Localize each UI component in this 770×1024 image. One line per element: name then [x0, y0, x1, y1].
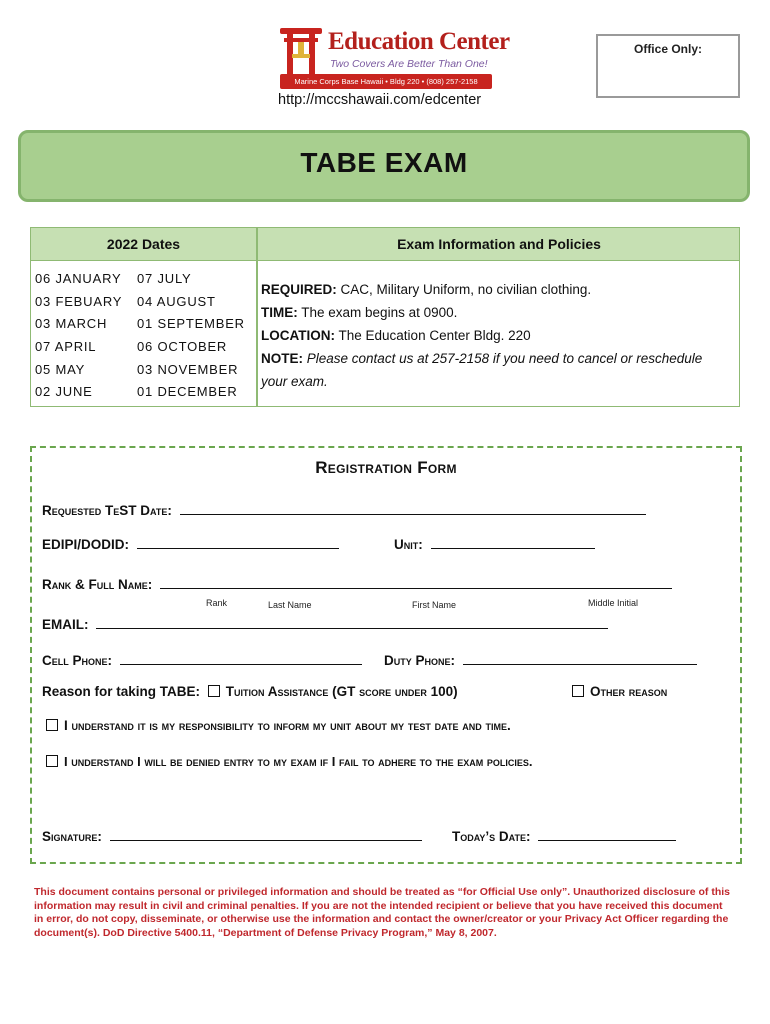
title-banner — [18, 130, 750, 202]
cell-phone-field[interactable] — [120, 650, 362, 665]
acknowledgement-1-text: I understand it is my responsibility to inform my unit about my test date and time. — [64, 718, 511, 733]
dates-header: 2022 Dates — [106, 236, 181, 252]
other-reason-row — [568, 684, 667, 699]
reason-row — [42, 684, 458, 699]
note-text: Please contact us at 257-2158 if you need to cancel or reschedule your exam. — [261, 351, 703, 389]
location-text: The Education Center Bldg. 220 — [338, 328, 531, 343]
acknowledgement-2-row — [42, 754, 532, 769]
reason-label: Reason for taking TABE: — [42, 684, 201, 699]
education-center-logo — [278, 22, 510, 114]
email-label: EMAIL: — [42, 617, 89, 632]
time-line — [261, 301, 731, 324]
date-item: 06 JANUARY — [35, 271, 122, 286]
duty-phone-field[interactable] — [463, 650, 697, 665]
sublabel-rank: Rank — [206, 598, 228, 608]
note-label: NOTE: — [261, 351, 303, 366]
required-line — [261, 278, 731, 301]
acknowledgement-1-checkbox[interactable] — [46, 719, 58, 731]
required-text: CAC, Military Uniform, no civilian clothing. — [340, 282, 592, 297]
requested-date-row — [42, 500, 646, 518]
acknowledgement-2-text: I understand I will be denied entry to my exam if I fail to adhere to the exam policies. — [64, 754, 533, 769]
policy-text — [261, 278, 731, 393]
location-line — [261, 324, 731, 347]
cell-phone-label: Cell Phone: — [42, 653, 113, 668]
edipi-row — [42, 534, 339, 552]
rank-name-row — [42, 574, 672, 592]
cell-phone-row — [42, 650, 362, 668]
todays-date-label: Today’s Date: — [452, 829, 531, 844]
dates-column-left — [35, 268, 122, 404]
edipi-label: EDIPI/DODID: — [42, 537, 130, 552]
page-title: TABE EXAM — [300, 147, 468, 178]
location-label: LOCATION: — [261, 328, 335, 343]
rank-name-label: Rank & Full Name: — [42, 577, 153, 592]
signature-field[interactable] — [110, 826, 422, 841]
date-item: 06 OCTOBER — [137, 339, 228, 355]
policies-header: Exam Information and Policies — [397, 236, 601, 252]
office-only-box — [596, 34, 740, 98]
other-reason-label: Other reason — [590, 684, 668, 699]
date-item: 03 FEBUARY — [35, 293, 123, 309]
privacy-disclaimer: This document contains personal or privileged information and should be treated as “for Official Use only”. Unauthorized disclosure of this information may result in civil and criminal penalties. If you are not the intended recipient or believe that you have received this document in error, do not copy, disseminate, or otherwise use the information and contact the owner/creator or your Privacy Act Officer regarding the document(s). DoD Directive 5400.11, “Department of Defense Privacy Program,” May 8, 2007. — [34, 886, 731, 939]
sublabel-last-name: Last Name — [268, 600, 312, 610]
requested-date-label: Requested TeST Date: — [42, 503, 172, 518]
logo-address-bar: Marine Corps Base Hawaii • Bldg 220 • (808) 257-2158 — [280, 74, 492, 89]
sublabel-first-name: First Name — [412, 600, 457, 610]
date-item: 02 JUNE — [35, 384, 93, 400]
date-item: 01 DECEMBER — [137, 384, 238, 400]
unit-field[interactable] — [431, 534, 595, 549]
sublabel-middle-initial: Middle Initial — [588, 598, 639, 608]
signature-label: Signature: — [42, 829, 102, 844]
time-text: The exam begins at 0900. — [301, 305, 458, 320]
duty-phone-label: Duty Phone: — [384, 653, 456, 668]
date-item: 07 APRIL — [35, 339, 97, 355]
signature-row — [42, 826, 422, 844]
note-line — [261, 347, 731, 393]
registration-form — [30, 446, 742, 864]
exam-info-table — [30, 227, 740, 407]
rank-name-field[interactable] — [160, 574, 672, 589]
tuition-assistance-label: Tuition Assistance (GT score under 100) — [225, 684, 458, 699]
date-item: 05 MAY — [35, 361, 86, 377]
unit-label: Unit: — [394, 537, 423, 552]
edipi-field[interactable] — [137, 534, 339, 549]
acknowledgement-1-row — [42, 718, 511, 733]
duty-phone-row — [384, 650, 697, 668]
acknowledgement-2-checkbox[interactable] — [46, 755, 58, 767]
torii-gate-icon — [278, 24, 324, 80]
logo-tagline: Two Covers Are Better Than One! — [330, 58, 488, 70]
website-url: http://mccshawaii.com/edcenter — [278, 92, 482, 108]
info-table-divider — [256, 228, 258, 406]
email-row — [42, 614, 608, 632]
time-label: TIME: — [261, 305, 298, 320]
date-item: 01 SEPTEMBER — [137, 316, 245, 332]
required-label: REQUIRED: — [261, 282, 337, 297]
date-item: 04 AUGUST — [137, 293, 216, 309]
date-item: 03 NOVEMBER — [137, 361, 239, 377]
tuition-assistance-checkbox[interactable] — [208, 685, 220, 697]
logo-title: Education Center — [328, 28, 510, 55]
todays-date-row — [452, 826, 676, 844]
dates-column-right — [137, 268, 245, 404]
requested-date-field[interactable] — [180, 500, 646, 515]
form-title: Registration Form — [315, 458, 457, 477]
unit-row — [394, 534, 595, 552]
office-only-label: Office Only: — [633, 42, 702, 56]
other-reason-checkbox[interactable] — [572, 685, 584, 697]
date-item: 07 JULY — [137, 271, 192, 286]
todays-date-field[interactable] — [538, 826, 676, 841]
email-field[interactable] — [96, 614, 608, 629]
date-item: 03 MARCH — [35, 316, 108, 332]
